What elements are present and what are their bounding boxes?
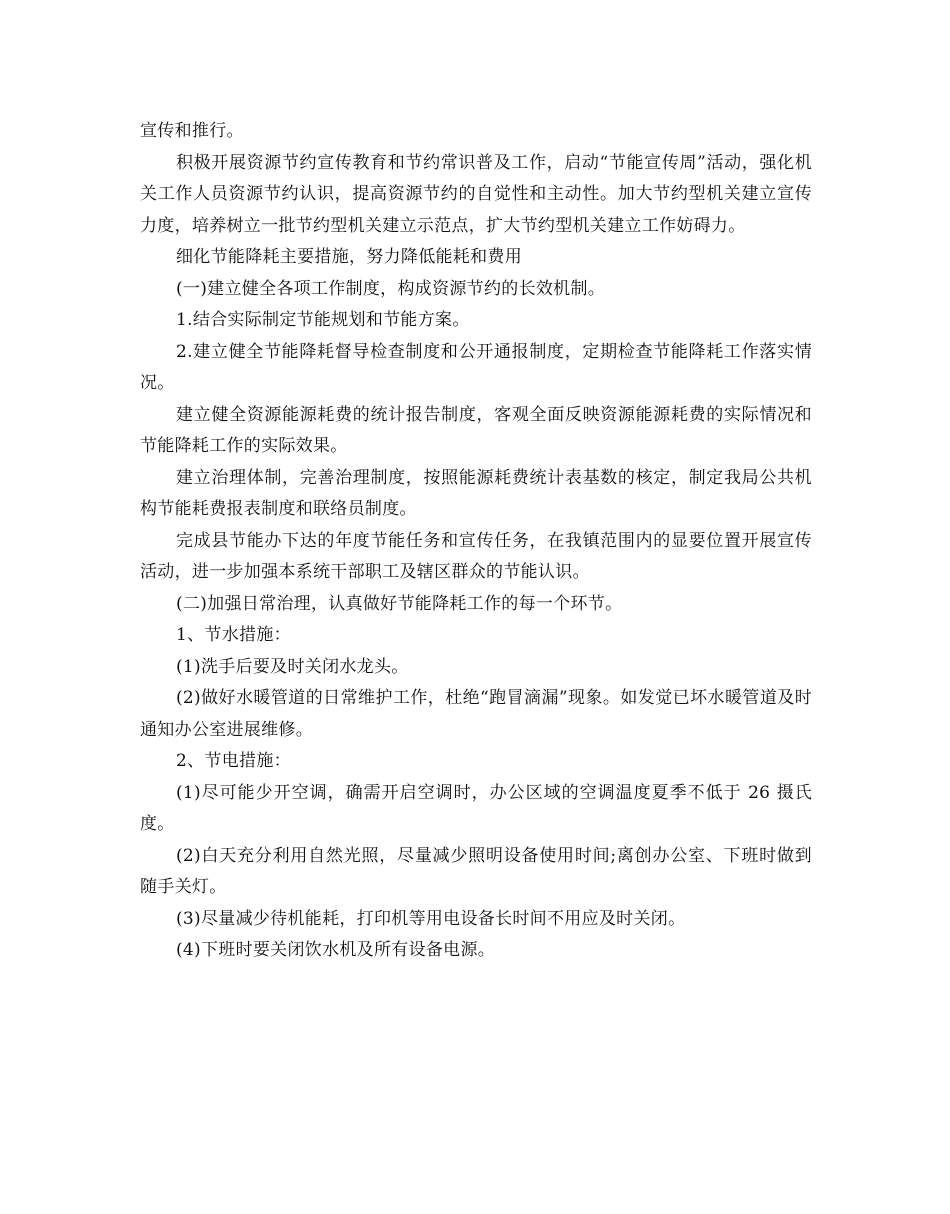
paragraph-water-item-2: (2)做好水暖管道的日常维护工作，杜绝“跑冒滴漏”现象。如发觉已坏水暖管道及时通知办公室进展维修。	[140, 688, 812, 740]
paragraph-water-item-1: (1)洗手后要及时关闭水龙头。	[176, 656, 409, 677]
paragraph-subheading-one: (一)建立健全各项工作制度，构成资源节约的长效机制。	[176, 278, 606, 299]
document-body	[140, 116, 812, 967]
paragraph-publicity-education: 积极开展资源节约宣传教育和节约常识普及工作，启动“节能宣传周”活动，强化机关工作人员资源节约认识，提高资源节约的自觉性和主动性。加大节约型机关建立宣传力度，培养树立一批节约型机关建立示范点，扩大节约型机关建立工作妨碍力。	[140, 152, 812, 236]
paragraph-power-item-4: (4)下班时要关闭饮水机及所有设备电源。	[176, 940, 496, 960]
paragraph-management-system: 建立治理体制，完善治理制度，按照能源耗费统计表基数的核定，制定我局公共机构节能耗费报表制度和联络员制度。	[140, 467, 812, 519]
paragraph-section-heading: 细化节能降耗主要措施，努力降低能耗和费用	[176, 247, 522, 267]
paragraph-continuation: 宣传和推行。	[140, 121, 244, 141]
paragraph-power-item-3: (3)尽量减少待机能耗，打印机等用电设备长时间不用应及时关闭。	[176, 908, 686, 929]
paragraph-statistics-reporting: 建立健全资源能源耗费的统计报告制度，客观全面反映资源能源耗费的实际情况和节能降耗工作的实际效果。	[140, 404, 812, 456]
paragraph-power-saving-heading: 2、节电措施：	[176, 751, 291, 771]
paragraph-power-item-2: (2)白天充分利用自然光照，尽量减少照明设备使用时间;离创办公室、下班时做到随手关灯。	[140, 845, 812, 897]
paragraph-item-2: 2.建立健全节能降耗督导检查制度和公开通报制度，定期检查节能降耗工作落实情况。	[140, 341, 812, 393]
paragraph-subheading-two: (二)加强日常治理，认真做好节能降耗工作的每一个环节。	[176, 593, 623, 614]
paragraph-item-1: 1.结合实际制定节能规划和节能方案。	[176, 310, 470, 330]
paragraph-annual-tasks: 完成县节能办下达的年度节能任务和宣传任务，在我镇范围内的显要位置开展宣传活动，进一步加强本系统干部职工及辖区群众的节能认识。	[140, 530, 812, 582]
paragraph-water-saving-heading: 1、节水措施：	[176, 625, 291, 645]
paragraph-power-item-1: (1)尽可能少开空调，确需开启空调时，办公区域的空调温度夏季不低于 26 摄氏度。	[140, 782, 812, 834]
